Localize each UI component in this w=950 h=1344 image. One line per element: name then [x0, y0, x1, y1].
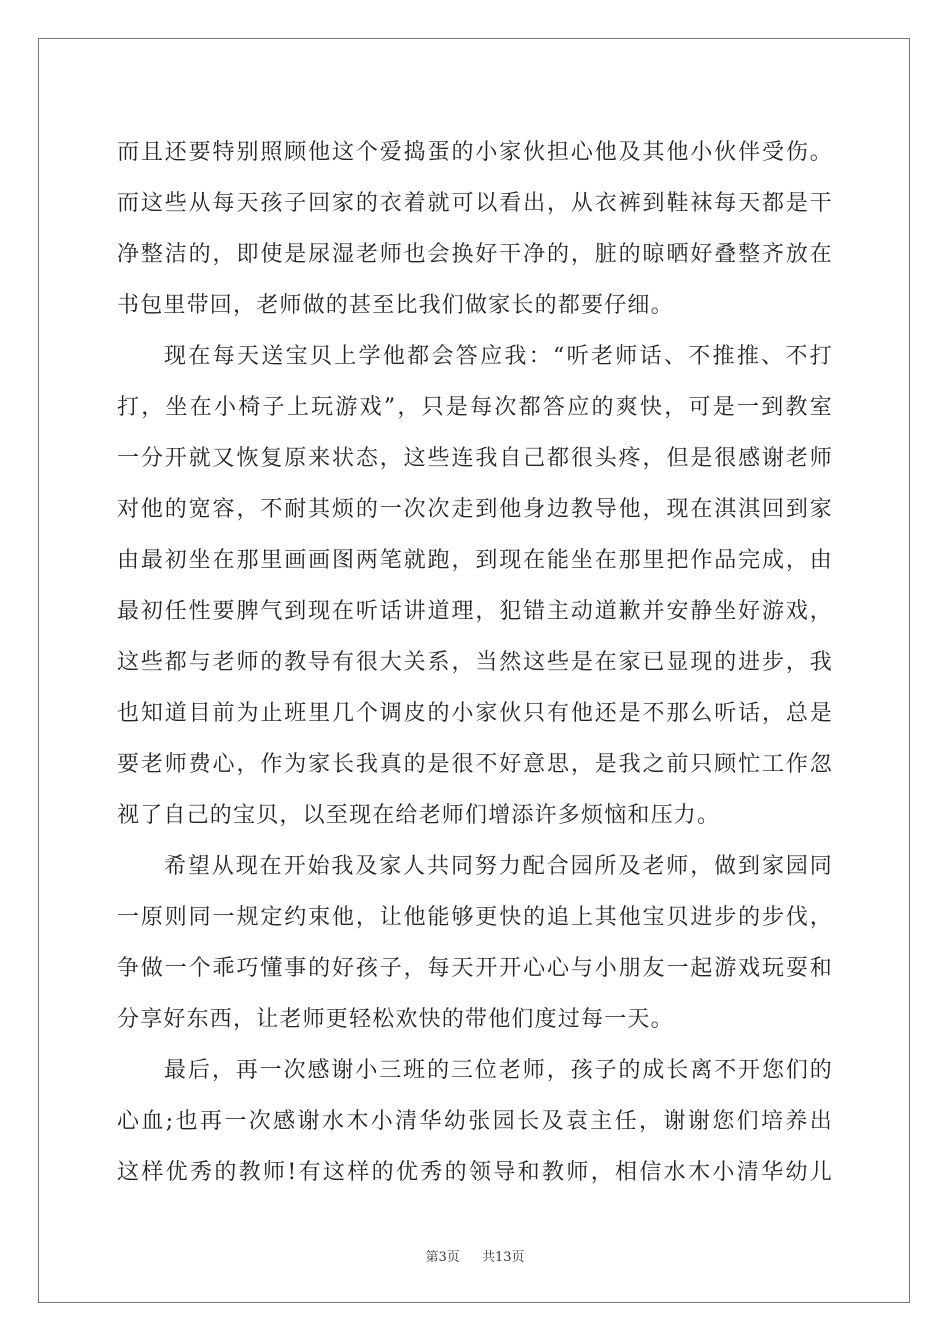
text-line: 要老师费心，作为家长我真的是很不好意思，是我之前只顾忙工作忽: [117, 752, 833, 777]
text-line: 争做一个乖巧懂事的好孩子，每天开开心心与小朋友一起游戏玩耍和: [117, 956, 833, 981]
text-line: 打，坐在小椅子上玩游戏”，只是每次都答应的爽快，可是一到教室: [117, 395, 833, 420]
text-line: 一分开就又恢复原来状态，这些连我自己都很头疼，但是很感谢老师: [117, 446, 833, 471]
text-line: 这样优秀的教师!有这样的优秀的领导和教师，相信水木小清华幼儿: [117, 1160, 833, 1185]
text-line: 希望从现在开始我及家人共同努力配合园所及老师，做到家园同: [164, 854, 833, 879]
text-line: 心血;也再一次感谢水木小清华幼张园长及袁主任，谢谢您们培养出: [117, 1109, 833, 1134]
current-page-label: 第3页: [425, 1250, 460, 1265]
text-line: 书包里带回，老师做的甚至比我们做家长的都要仔细。: [117, 293, 674, 318]
text-line: 一原则同一规定约束他，让他能够更快的追上其他宝贝进步的步伐，: [117, 905, 833, 930]
text-line: 而这些从每天孩子回家的衣着就可以看出，从衣裤到鞋袜每天都是干: [117, 191, 833, 216]
text-line: 由最初坐在那里画画图两笔就跑，到现在能坐在那里把作品完成，由: [117, 548, 833, 573]
document-body: [117, 127, 833, 1198]
text-line: 现在每天送宝贝上学他都会答应我：“听老师话、不推推、不打: [164, 344, 833, 369]
total-pages-label: 共13页: [482, 1250, 525, 1265]
text-line: 最初任性要脾气到现在听话讲道理，犯错主动道歉并安静坐好游戏，: [117, 599, 833, 624]
text-line: 最后，再一次感谢小三班的三位老师，孩子的成长离不开您们的: [164, 1058, 833, 1083]
text-line: 视了自己的宝贝，以至现在给老师们增添许多烦恼和压力。: [117, 803, 721, 828]
text-line: 这些都与老师的教导有很大关系，当然这些是在家已显现的进步，我: [117, 650, 833, 675]
text-line: 对他的宽容，不耐其烦的一次次走到他身边教导他，现在淇淇回到家: [117, 497, 833, 522]
text-line: 分享好东西，让老师更轻松欢快的带他们度过每一天。: [117, 1007, 674, 1032]
page-footer: [0, 1246, 950, 1265]
text-line: 净整洁的，即使是尿湿老师也会换好干净的，脏的晾晒好叠整齐放在: [117, 242, 833, 267]
text-line: 而且还要特别照顾他这个爱捣蛋的小家伙担心他及其他小伙伴受伤。: [117, 140, 833, 165]
text-line: 也知道目前为止班里几个调皮的小家伙只有他还是不那么听话，总是: [117, 701, 833, 726]
